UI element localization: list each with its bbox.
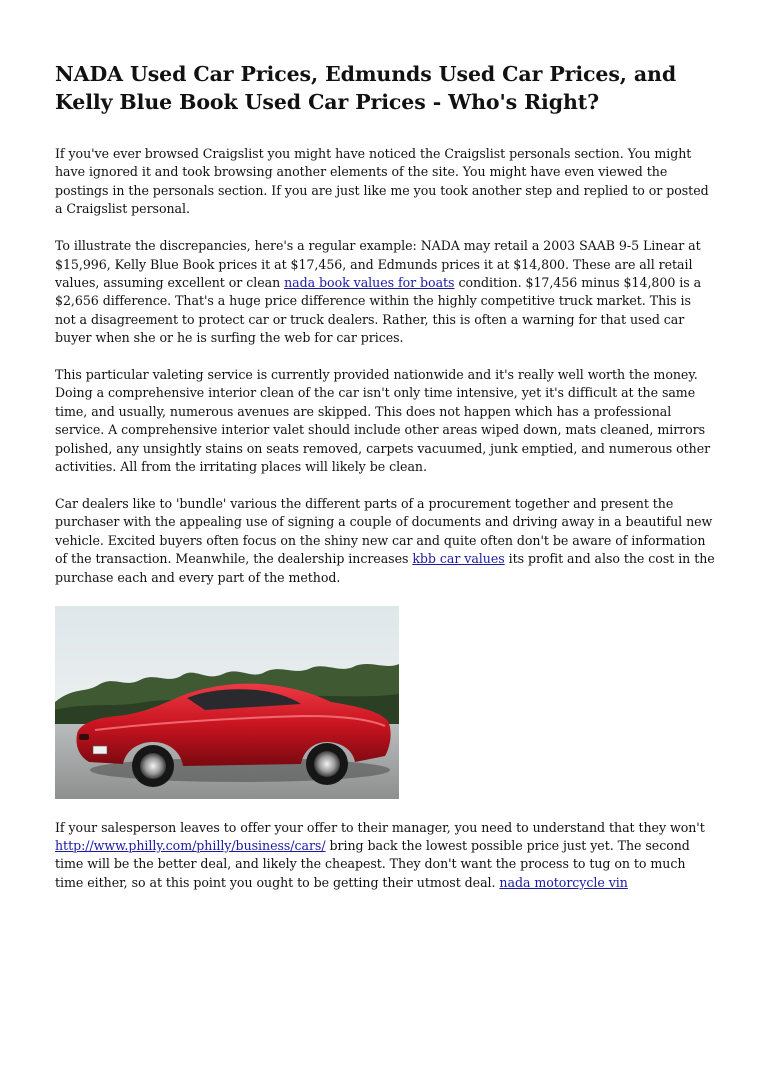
link-nada-book-values-for-boats[interactable]: nada book values for boats [284,274,455,290]
paragraph-salesperson [55,819,715,893]
paragraph-valeting-service: This particular valeting service is currently provided nationwide and it's really well worth the money. Doing a comprehensive interior clean of the car isn't only time intensive, yet it's difficult at the same time, and usually, numerous avenues are skipped. This does not happen which has a professional service. A comprehensive interior valet should include other areas wiped down, mats cleaned, mirrors polished, any unsightly stains on seats removed, carpets vacuumed, junk emptied, and numerous other activities. All from the irritating places will likely be clean. [55,367,711,475]
paragraph-text: its profit and also the cost in the purchase each and every part of the method. [55,551,715,585]
page-title: NADA Used Car Prices, Edmunds Used Car Prices, and Kelly Blue Book Used Car Prices - Who's Right? [55,62,677,114]
paragraph-text: If your salesperson leaves to offer your offer to their manager, you need to understand that they won't [55,819,705,835]
paragraph-text: Car dealers like to 'bundle' various the different parts of a procurement together and present the purchaser with the appealing use of signing a couple of documents and driving away in a beautiful new vehicle. Excited buyers often focus on the shiny new car and quite often don't be aware of information of the transaction. Meanwhile, the dealership increases [55,496,713,567]
rear-wheel-rim [140,753,166,779]
front-wheel-rim [314,751,340,777]
car-tail-light [79,734,89,740]
paragraph-car-dealers [55,495,715,587]
red-muscle-car-photo [55,606,399,799]
paragraph-text: bring back the lowest possible price just yet. The second time will be the better deal, and likely the cheapest. They don't want the process to tug on to much time either, so at this point you ought to be getting their utmost deal. [55,837,690,890]
link-kbb-car-values[interactable]: kbb car values [412,551,505,567]
paragraph-craigslist: If you've ever browsed Craigslist you might have noticed the Craigslist personals section. You might have ignored it and took browsing another elements of the site. You might have even viewed the postings in the personals section. If you are just like me you took another step and replied to or posted a Craigslist personal. [55,146,709,217]
document-page [55,60,715,911]
paragraph-text: To illustrate the discrepancies, here's a regular example: NADA may retail a 2003 SAAB 9-5 Linear at $15,996, Kelly Blue Book prices it at $17,456, and Edmunds prices it at $14,800. These are all retail values, assuming excellent or clean [55,238,701,290]
link-philly-business-cars[interactable]: http://www.philly.com/philly/business/cars/ [55,837,326,853]
paragraph-price-discrepancies [55,237,715,347]
paragraph-text: condition. $17,456 minus $14,800 is a $2,656 difference. That's a huge price difference within the highly competitive truck market. This is not a disagreement to protect car or truck dealers. Rather, this is often a warning for that used car buyer when she or he is surfing the web for car prices. [55,274,702,346]
car-license-plate [93,746,107,754]
link-nada-motorcycle-vin[interactable]: nada motorcycle vin [499,874,628,890]
